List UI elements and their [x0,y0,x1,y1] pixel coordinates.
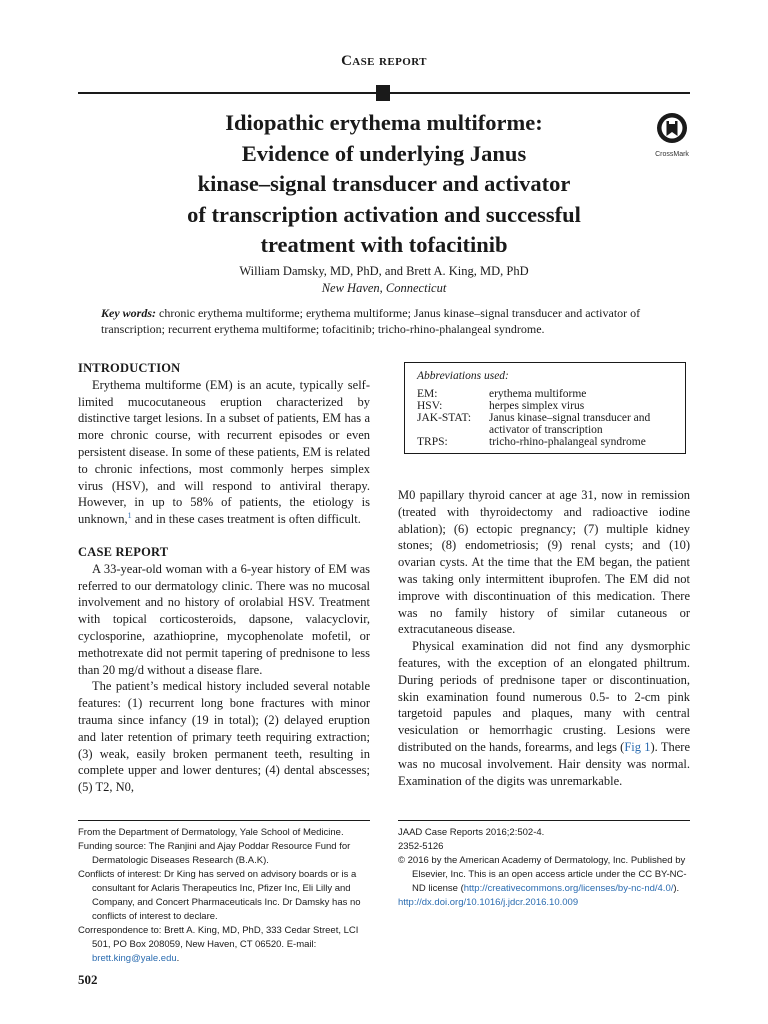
case-paragraph-3-end: ). There was no mucosal involvement. Hair density was normal. Examination of the digits was unremarkable. [398,739,690,788]
footnote-department: From the Department of Dermatology, Yale School of Medicine. [78,827,344,838]
abbreviation-meaning: erythema multiforme [489,388,587,400]
introduction-heading: INTRODUCTION [78,361,181,375]
abbreviation-term: EM: [417,388,438,400]
case-paragraph-3 [398,638,690,789]
crossmark-icon [656,112,688,146]
title-line: treatment with tofacitinib [260,232,508,257]
footnote-copyright [398,854,694,896]
title-line: Idiopathic erythema multiforme: [225,110,543,135]
footnotes-left [78,826,374,966]
abbreviation-term: TRPS: [417,436,448,448]
introduction-text: Erythema multiforme (EM) is an acute, typically self-limited mucocutaneous eruption characterized by distinctive target lesions. In a subset of patients, EM has a more chronic course, with recurrent episodes or even persistent disease. In some of these patients, EM is related to chronic infections, most commonly herpes simplex virus (HSV), and will respond to antiviral therapy. However, in up to 58% of patients, the etiology is unknown, [78,377,370,527]
license-link[interactable]: http://creativecommons.org/licenses/by-nc-nd/4.0/ [463,883,674,894]
correspondence-end: . [176,953,180,964]
footnote-rule-left [78,820,370,821]
abbreviation-meaning: Janus kinase–signal transducer and activator of transcription [489,412,651,436]
reference-link[interactable]: 1 [127,511,132,521]
abbreviation-term: HSV: [417,400,443,412]
article-authors: William Damsky, MD, PhD, and Brett A. King, MD, PhD [239,264,529,278]
case-paragraph-3-text: Physical examination did not find any dysmorphic features, with the exception of an elongated philtrum. During periods of prednisone taper or discontinuation, skin examination found numerous 0.5- to 2-cm pink targetoid papules and plaques, many with central vesiculation or hemorrhagic crusting. Lesions were distributed on the hands, forearms, and legs ( [398,639,690,754]
title-line: of transcription activation and successful [187,201,581,227]
abbreviation-term: JAK-STAT: [417,412,472,424]
case-paragraph-2-continued: M0 papillary thyroid cancer at age 31, now in remission (treated with thyroidectomy and radioactive iodine ablation); (6) ectopic pregnancy; (7) multiple kidney stones; (8) endometriosis; (9) renal cysts; and (10) ovarian cysts. At the time that the EM began, the patient was taking only intermittent ibuprofen. The EM did not improve with discontinuation of this medication. There was no family history of similar cutaneous or extracutaneous disease. [398,488,690,637]
abbreviations-title: Abbreviations used: [417,370,509,382]
keywords-label: Key words: [101,306,156,320]
page-number: 502 [78,972,98,987]
doi-link[interactable]: http://dx.doi.org/10.1016/j.jdcr.2016.10.009 [398,897,579,908]
keywords [101,305,691,337]
keywords-text: chronic erythema multiforme; erythema multiforme; Janus kinase–signal transducer and activator of transcription; recurrent erythema multiforme; tofacitinib; tricho-rhino-phalangeal syndrome. [101,306,641,336]
abbreviation-row [417,412,675,436]
abbreviation-row [417,388,675,400]
title-line: kinase–signal transducer and activator [197,171,571,196]
introduction-text-end: and in these cases treatment is often difficult. [131,512,361,527]
right-column [398,487,690,789]
case-paragraph-1: A 33-year-old woman with a 6-year history of EM was referred to our dermatology clinic. There was no mucosal involvement and no history of orolabial HSV. Treatment with topical corticosteroids, dapsone, valacyclovir, cyclosporine, azathioprine, mycophenolate mofetil, or methotrexate did not permit tapering of prednisone to less than 20 mg/d without a disease flare. [78,561,370,677]
introduction-paragraph [78,377,370,528]
abbreviation-meaning: herpes simplex virus [489,400,585,412]
footnote-conflicts: Conflicts of interest: Dr King has served on advisory boards or is a consultant for Aclaris Therapeutics Inc, Pfizer Inc, Eli Lilly and Company, and Concert Pharmaceuticals Inc. Dr Damsky has no conflicts of interest to declare. [78,869,361,922]
abbreviations-box [404,362,686,454]
copyright-end: ). [673,883,680,894]
case-report-heading: CASE REPORT [78,544,169,559]
footnotes-right [398,826,694,910]
figure-link[interactable]: Fig 1 [624,739,651,754]
correspondence-text: Correspondence to: Brett A. King, MD, PhD, 333 Cedar Street, LCI 501, PO Box 208059, New Haven, CT 06520. E-mail: [78,925,359,950]
crossmark-label: CrossMark [655,151,689,158]
copyright-text: © 2016 by the American Academy of Dermatology, Inc. Published by Elsevier, Inc. This is an open access article under the CC BY-NC-ND license ( [398,855,687,894]
header-rule-marker [376,85,390,101]
left-column [78,360,370,796]
abbreviation-meaning: tricho-rhino-phalangeal syndrome [489,436,646,448]
abbreviation-row [417,400,675,412]
section-label: Case report [341,53,427,69]
footnote-funding: Funding source: The Ranjini and Ajay Poddar Resource Fund for Dermatologic Diseases Research (B.A.K). [78,841,351,866]
crossmark-badge[interactable] [652,112,692,158]
case-paragraph-2: The patient’s medical history included several notable features: (1) recurrent long bone fractures with minor trauma since infancy (19 in total); (2) delayed eruption and later retention of primary teeth requiring extraction; (3) weak, easily broken permanent teeth, resulting in complete upper and lower dentures; (4) dental abscesses; (5) T2, N0, [78,679,370,795]
footnote-issn: 2352-5126 [398,841,444,852]
email-link[interactable]: brett.king@yale.edu [92,953,177,964]
footnote-rule-right [398,820,690,821]
footnote-correspondence [78,924,374,966]
article-location: New Haven, Connecticut [321,281,447,295]
footnote-journal: JAAD Case Reports 2016;2:502-4. [398,827,545,838]
abbreviation-row [417,436,675,448]
article-title [118,108,650,261]
title-line: Evidence of underlying Janus [241,140,527,166]
